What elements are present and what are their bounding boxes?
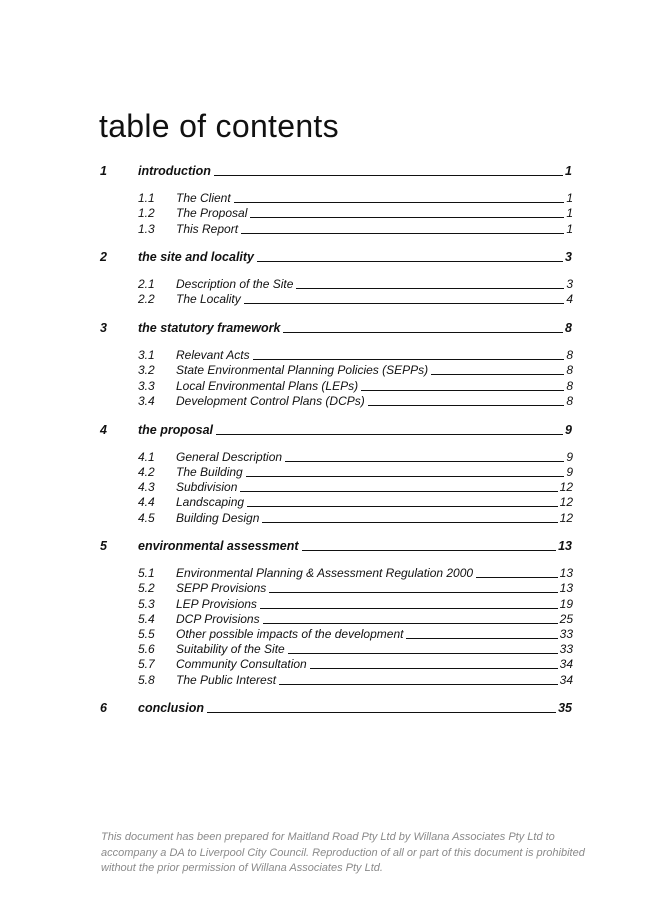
toc-item-number: 1.2	[138, 206, 155, 220]
toc-item-row[interactable]	[138, 642, 573, 656]
toc-leader-line	[406, 637, 557, 639]
toc-item-row[interactable]	[138, 597, 573, 611]
toc-item-number: 2.1	[138, 277, 155, 291]
toc-item-page: 9	[566, 465, 573, 479]
toc-item-number: 5.6	[138, 642, 155, 656]
toc-item-row[interactable]	[138, 581, 573, 595]
toc-item-row[interactable]	[138, 480, 573, 494]
toc-item-row[interactable]	[138, 612, 573, 626]
toc-item-page: 34	[559, 673, 573, 687]
toc-item-page: 13	[559, 566, 573, 580]
toc-section-page: 13	[558, 539, 572, 553]
toc-section-number: 6	[100, 701, 107, 715]
toc-leader-line	[216, 433, 563, 435]
toc-item-row[interactable]	[138, 191, 573, 205]
toc-item-number: 5.1	[138, 566, 155, 580]
toc-leader-line	[207, 711, 556, 713]
toc-leader-line	[241, 232, 564, 234]
toc-item-page: 12	[559, 511, 573, 525]
toc-leader-line	[283, 331, 563, 333]
toc-item-page: 4	[566, 292, 573, 306]
toc-item-number: 5.4	[138, 612, 155, 626]
toc-item-label: DCP Provisions	[176, 612, 260, 626]
toc-section-label: the statutory framework	[138, 321, 281, 335]
toc-item-row[interactable]	[138, 495, 573, 509]
toc-leader-line	[361, 389, 564, 391]
toc-item-page: 8	[566, 363, 573, 377]
toc-section-number: 4	[100, 423, 107, 437]
toc-item-row[interactable]	[138, 348, 573, 362]
toc-item-page: 34	[559, 657, 573, 671]
toc-item-label: Local Environmental Plans (LEPs)	[176, 379, 359, 393]
toc-item-page: 19	[559, 597, 573, 611]
toc-section-label: the site and locality	[138, 250, 255, 264]
toc-item-page: 1	[566, 191, 573, 205]
toc-item-number: 5.8	[138, 673, 155, 687]
toc-leader-line	[214, 174, 563, 176]
toc-item-number: 3.3	[138, 379, 155, 393]
toc-section-page: 35	[558, 701, 572, 715]
toc-section-label: conclusion	[138, 701, 204, 715]
toc-item-row[interactable]	[138, 657, 573, 671]
toc-item-page: 9	[566, 450, 573, 464]
toc-leader-line	[285, 460, 564, 462]
toc-item-row[interactable]	[138, 206, 573, 220]
toc-item-number: 4.4	[138, 495, 155, 509]
toc-section-row[interactable]	[100, 701, 572, 715]
toc-leader-line	[257, 260, 563, 262]
toc-item-page: 12	[559, 480, 573, 494]
toc-item-number: 3.1	[138, 348, 155, 362]
toc-item-label: Subdivision	[176, 480, 238, 494]
toc-item-page: 3	[566, 277, 573, 291]
toc-item-label: The Proposal	[176, 206, 248, 220]
toc-leader-line	[279, 683, 558, 685]
toc-item-label: State Environmental Planning Policies (SEPPs)	[176, 363, 429, 377]
toc-item-number: 5.7	[138, 657, 155, 671]
toc-item-label: Relevant Acts	[176, 348, 250, 362]
toc-item-row[interactable]	[138, 627, 573, 641]
toc-section-page: 1	[565, 164, 572, 178]
toc-leader-line	[296, 287, 564, 289]
toc-item-label: Environmental Planning & Assessment Regulation 2000	[176, 566, 474, 580]
toc-item-row[interactable]	[138, 566, 573, 580]
toc-item-number: 4.2	[138, 465, 155, 479]
toc-item-label: LEP Provisions	[176, 597, 257, 611]
toc-item-label: Development Control Plans (DCPs)	[176, 394, 365, 408]
toc-item-number: 4.1	[138, 450, 155, 464]
toc-leader-line	[263, 622, 558, 624]
toc-item-row[interactable]	[138, 673, 573, 687]
toc-item-number: 4.5	[138, 511, 155, 525]
toc-item-number: 5.3	[138, 597, 155, 611]
toc-leader-line	[302, 549, 557, 551]
toc-item-number: 3.2	[138, 363, 155, 377]
toc-item-label: Other possible impacts of the development	[176, 627, 404, 641]
toc-section-label: introduction	[138, 164, 211, 178]
toc-section-label: environmental assessment	[138, 539, 299, 553]
toc-leader-line	[476, 576, 558, 578]
toc-leader-line	[240, 490, 557, 492]
toc-item-row[interactable]	[138, 511, 573, 525]
toc-section-number: 1	[100, 164, 107, 178]
toc-section-page: 8	[565, 321, 572, 335]
toc-leader-line	[247, 505, 558, 507]
toc-leader-line	[431, 373, 564, 375]
toc-item-number: 5.2	[138, 581, 155, 595]
toc-section-row[interactable]	[100, 164, 572, 178]
toc-leader-line	[269, 591, 557, 593]
toc-item-label: Building Design	[176, 511, 260, 525]
toc-item-row[interactable]	[138, 222, 573, 236]
toc-item-label: Community Consultation	[176, 657, 307, 671]
toc-item-row[interactable]	[138, 277, 573, 291]
toc-item-label: General Description	[176, 450, 283, 464]
toc-item-label: Landscaping	[176, 495, 245, 509]
page-title: table of contents	[99, 108, 339, 144]
toc-section-row[interactable]	[100, 423, 572, 437]
toc-leader-line	[368, 404, 565, 406]
toc-item-page: 12	[559, 495, 573, 509]
toc-item-page: 8	[566, 394, 573, 408]
toc-item-row[interactable]	[138, 465, 573, 479]
toc-item-label: Description of the Site	[176, 277, 294, 291]
toc-leader-line	[246, 475, 565, 477]
toc-item-label: This Report	[176, 222, 239, 236]
toc-section-label: the proposal	[138, 423, 214, 437]
toc-leader-line	[253, 358, 565, 360]
toc-section-page: 9	[565, 423, 572, 437]
toc-item-page: 8	[566, 379, 573, 393]
toc-item-number: 1.1	[138, 191, 155, 205]
toc-item-label: Suitability of the Site	[176, 642, 285, 656]
toc-section-page: 3	[565, 250, 572, 264]
toc-item-page: 1	[566, 222, 573, 236]
toc-item-number: 3.4	[138, 394, 155, 408]
toc-leader-line	[234, 201, 565, 203]
toc-leader-line	[244, 302, 565, 304]
toc-item-row[interactable]	[138, 379, 573, 393]
toc-item-label: The Building	[176, 465, 243, 479]
toc-item-number: 2.2	[138, 292, 155, 306]
toc-leader-line	[288, 652, 558, 654]
toc-item-page: 1	[566, 206, 573, 220]
toc-item-number: 4.3	[138, 480, 155, 494]
toc-item-label: The Locality	[176, 292, 241, 306]
toc-leader-line	[262, 521, 557, 523]
toc-section-row[interactable]	[100, 539, 572, 553]
toc-item-page: 8	[566, 348, 573, 362]
toc-item-row[interactable]	[138, 292, 573, 306]
toc-item-page: 33	[559, 627, 573, 641]
toc-item-page: 25	[559, 612, 573, 626]
toc-section-number: 2	[100, 250, 107, 264]
toc-item-row[interactable]	[138, 394, 573, 408]
toc-section-row[interactable]	[100, 250, 572, 264]
toc-item-label: SEPP Provisions	[176, 581, 267, 595]
toc-leader-line	[310, 667, 558, 669]
toc-item-label: The Public Interest	[176, 673, 277, 687]
toc-item-row[interactable]	[138, 363, 573, 377]
toc-item-label: The Client	[176, 191, 231, 205]
toc-section-row[interactable]	[100, 321, 572, 335]
toc-item-page: 13	[559, 581, 573, 595]
toc-item-row[interactable]	[138, 450, 573, 464]
toc-leader-line	[260, 607, 558, 609]
footer-disclaimer: This document has been prepared for Maitland Road Pty Ltd by Willana Associates Pty Ltd to accompany a DA to Liverpool City Council. Reproduction of all or part of this document is prohibited without the prior permission of Willana Associates Pty Ltd.	[101, 831, 585, 874]
toc-section-number: 3	[100, 321, 107, 335]
toc-item-page: 33	[559, 642, 573, 656]
toc-section-number: 5	[100, 539, 107, 553]
toc-leader-line	[250, 216, 564, 218]
toc-item-number: 5.5	[138, 627, 155, 641]
toc-item-number: 1.3	[138, 222, 155, 236]
